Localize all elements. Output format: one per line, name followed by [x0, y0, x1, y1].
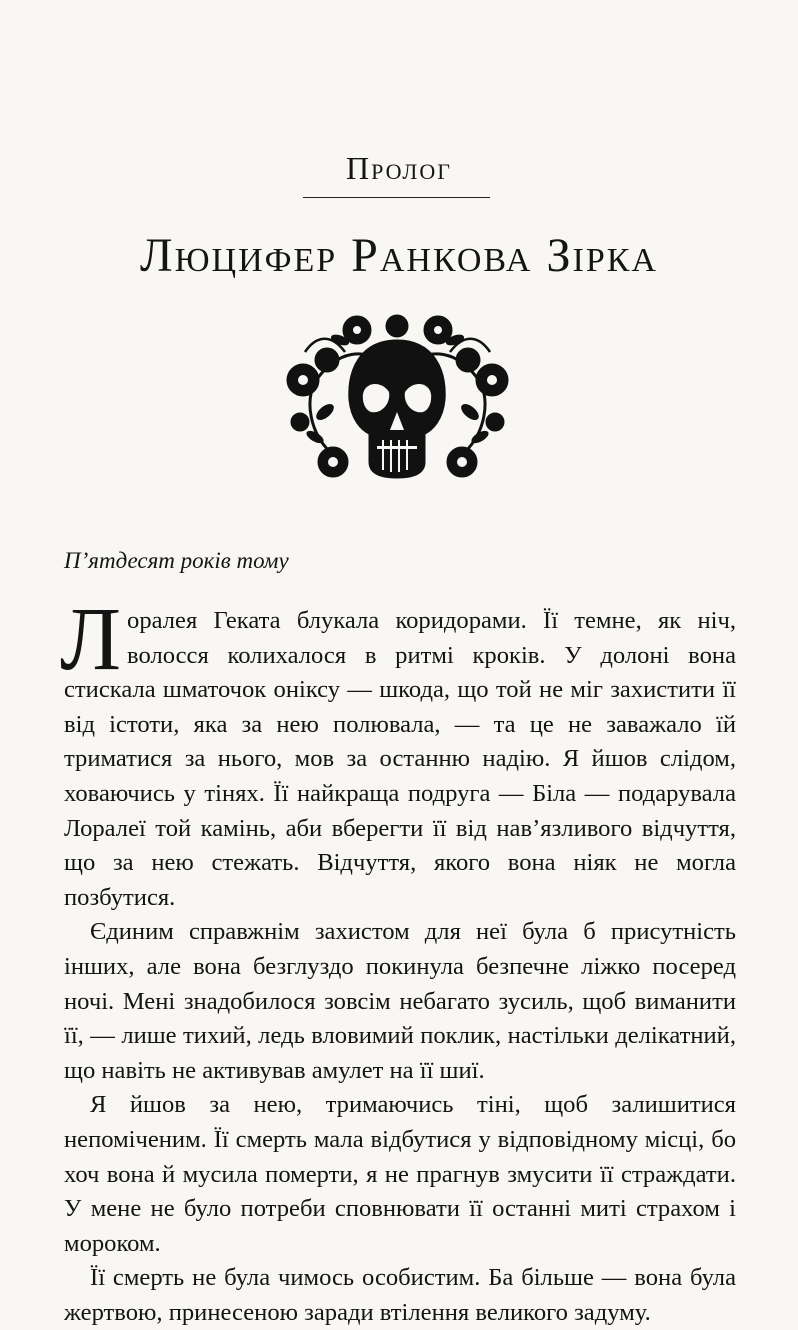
time-subtitle: П’ятдесят років тому — [64, 548, 289, 573]
paragraph: Її смерть не була чимось особистим. Ба більше — вона була жертвою, принесеною заради втілення великого задуму. — [64, 1264, 736, 1326]
paragraph — [60, 590, 736, 915]
prose-body — [60, 590, 736, 1330]
paragraph: Єдиним справжнім захистом для неї була б присутність інших, але вона безглуздо покинула безпечне ліжко посеред ночі. Мені знадобилося зовсім небагато зусиль, щоб виманити її, — лише тихий, ледь вловимий поклик, настільки делікатний, що навіть не активував амулет на її шиї. — [64, 918, 736, 1084]
paragraph-text: оралея Геката блукала коридорами. Її темне, як ніч, волосся колихалося в ритмі кроків. У долоні вона стискала шматочок оніксу — шкода, що той не міг захистити її від істоти, яка за нею полювала, — та це не заважало їй триматися за нього, мов за останню надію. Я йшов слідом, ховаючись у тінях. Її найкраща подруга — Біла — подарувала Лоралеї той камінь, аби вберегти її від нав’язливого відчуття, що за нею стежать. Відчуття, якого вона ніяк не могла позбутися. — [64, 607, 736, 911]
chapter-title: Люцифер Ранкова Зірка — [140, 229, 658, 282]
skull-with-roses-icon — [285, 312, 510, 480]
prologue-label: Пролог — [346, 150, 452, 186]
paragraph: Я йшов за нею, тримаючись тіні, щоб залишитися непоміченим. Її смерть мала відбутися у відповідному місці, бо хоч вона й мусила померти, я не прагнув змусити її страждати. У мене не було потреби сповнювати її останні миті страхом і мороком. — [64, 1091, 736, 1257]
title-divider — [303, 197, 490, 198]
drop-cap: Л — [60, 590, 122, 689]
